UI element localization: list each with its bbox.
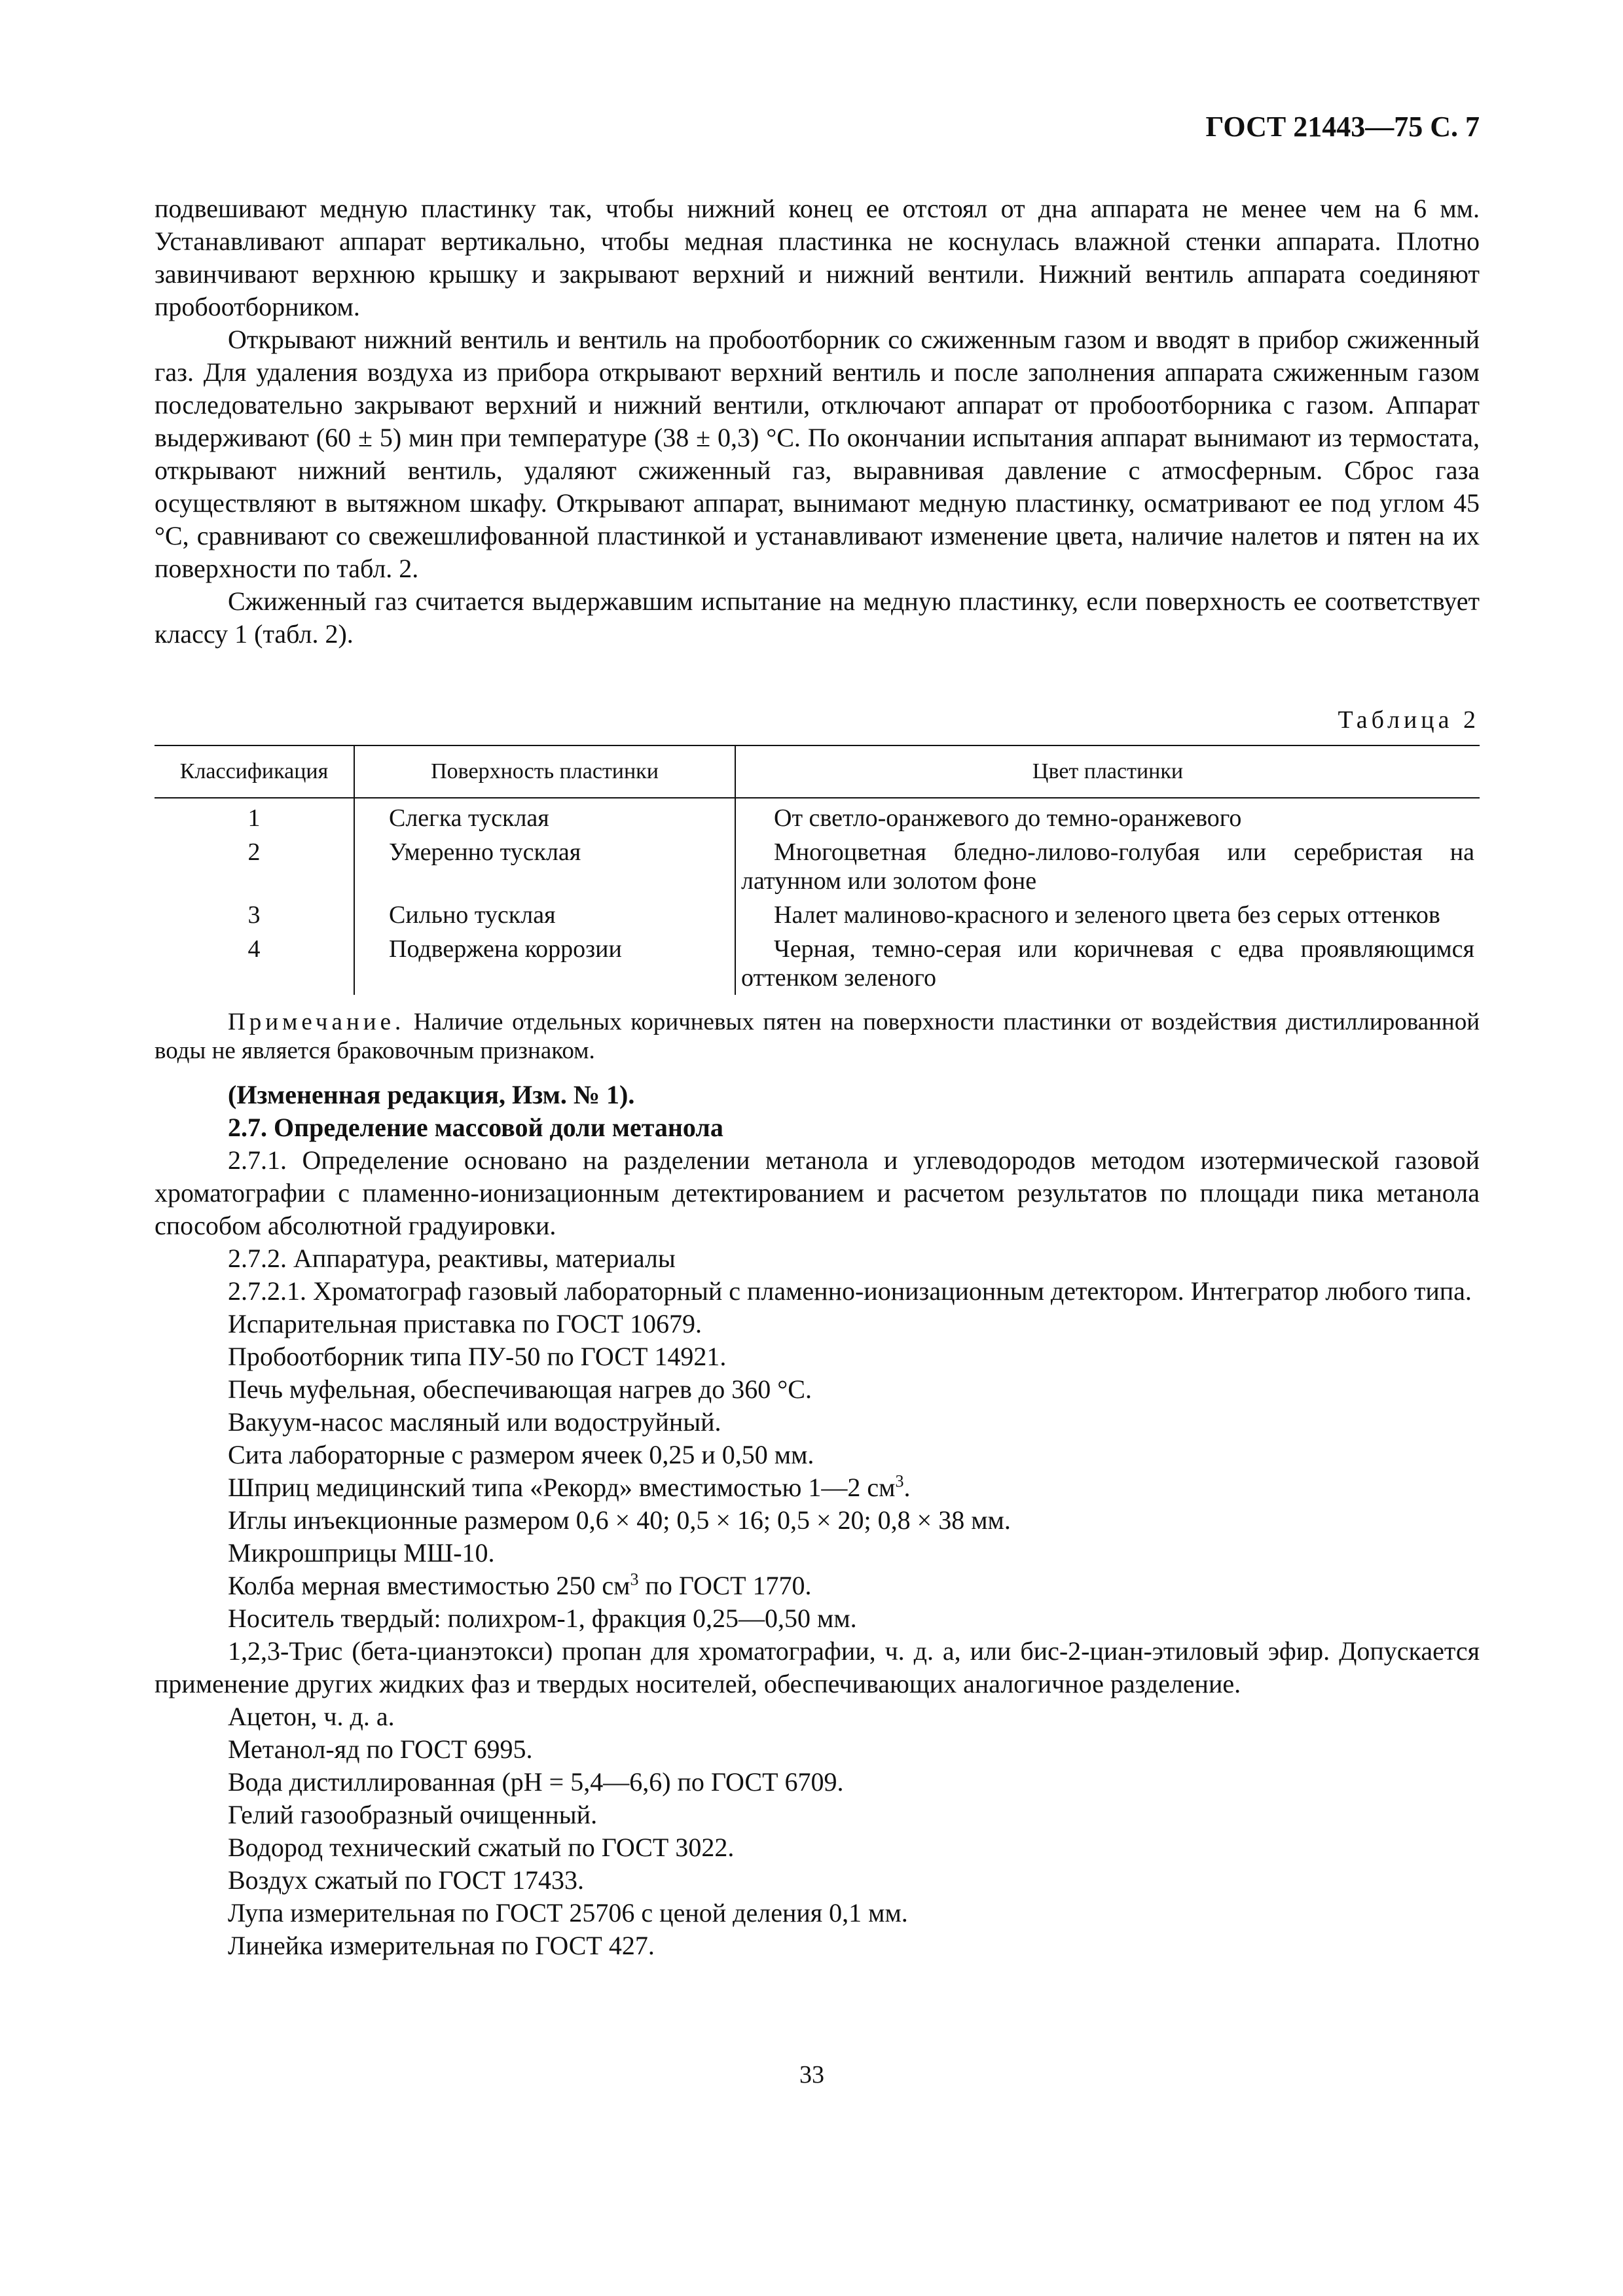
list-item: Воздух сжатый по ГОСТ 17433. — [228, 1865, 585, 1895]
list-item: Гелий газообразный очищенный. — [228, 1800, 598, 1829]
amendment-note: (Измененная редакция, Изм. № 1). — [228, 1080, 635, 1109]
table-row — [155, 835, 1480, 898]
column-header-surface: Поверхность пластинки — [354, 745, 735, 798]
paragraph: 1,2,3-Трис (бета-цианэтокси) пропан для хроматографии, ч. д. а, или бис-2-циан-этиловый эфир. Допускается применение других жидких фаз и твердых носителей, обеспечивающих аналогичное разделение. — [155, 1636, 1480, 1698]
list-item: Микрошприцы МШ-10. — [228, 1538, 495, 1568]
table-header-row — [155, 745, 1480, 798]
paragraph: Сжиженный газ считается выдержавшим испытание на медную пластинку, если поверхность ее соответствует классу 1 (табл. 2). — [155, 586, 1480, 649]
intro-text — [155, 192, 1480, 651]
table-caption: Таблица 2 — [1338, 706, 1480, 734]
classification-table — [155, 745, 1480, 995]
list-item: Иглы инъекционные размером 0,6 × 40; 0,5 × 16; 0,5 × 20; 0,8 × 38 мм. — [228, 1505, 1011, 1535]
table-cell-class: 1 — [247, 804, 261, 832]
superscript: 3 — [895, 1471, 904, 1491]
flask-text: Колба мерная вместимостью 250 см — [228, 1571, 630, 1600]
flask-end: по ГОСТ 1770. — [638, 1571, 812, 1600]
table-cell-color: От светло-оранжевого до темно-оранжевого — [735, 798, 1480, 835]
list-item: Лупа измерительная по ГОСТ 25706 с ценой деления 0,1 мм. — [228, 1898, 908, 1928]
paragraph: Открывают нижний вентиль и вентиль на пробоотборник со сжиженным газом и вводят в прибор сжиженный газ. Для удаления воздуха из прибора открывают верхний вентиль и после заполнения аппарата сжиженным газом последовательно закрывают верхний и нижний вентили, отключают аппарат от пробоотборника с газом. Аппарат выдерживают (60 ± 5) мин при температуре (38 ± 0,3) °С. По окончании испытания аппарат вынимают из термостата, открывают нижний вентиль, удаляют сжиженный газ, выравнивая давление с атмосферным. Сброс газа осуществляют в вытяжном шкафу. Открывают аппарат, вынимают медную пластинку, осматривают ее под углом 45 °С, сравнивают со свежешлифованной пластинкой и устанавливают изменение цвета, наличие налетов и пятен на их поверхности по табл. 2. — [155, 325, 1480, 583]
column-header-color: Цвет пластинки — [735, 745, 1480, 798]
table-note — [155, 1008, 1480, 1066]
table-cell-class: 4 — [247, 935, 261, 963]
paragraph: подвешивают медную пластинку так, чтобы нижний конец ее отстоял от дна аппарата не менее чем на 6 мм. Устанавливают аппарат вертикально, чтобы медная пластинка не коснулась влажной стенки аппарата. Плотно завинчивают верхнюю крышку и закрывают верхний и нижний вентили. Нижний вентиль аппарата соединяют пробоотборником. — [155, 194, 1480, 321]
paragraph: 2.7.2.1. Хроматограф газовый лабораторный с пламенно-ионизационным детектором. Интегратор любого типа. — [228, 1276, 1472, 1306]
column-header-classification: Классификация — [155, 745, 354, 798]
table-row — [155, 932, 1480, 995]
section-title: 2.7. Определение массовой доли метанола — [228, 1113, 723, 1142]
table-cell-surface: Умеренно тусклая — [354, 835, 735, 898]
table-cell-surface: Слегка тусклая — [354, 798, 735, 835]
list-item: Носитель твердый: полихром-1, фракция 0,25—0,50 мм. — [228, 1604, 857, 1633]
note-label: Примечание. — [228, 1009, 405, 1035]
table-cell-color: Налет малиново-красного и зеленого цвета без серых оттенков — [735, 898, 1480, 932]
list-item: Печь муфельная, обеспечивающая нагрев до 360 °С. — [228, 1374, 812, 1404]
list-item: Ацетон, ч. д. а. — [228, 1702, 395, 1731]
list-item: Сита лабораторные с размером ячеек 0,25 и 0,50 мм. — [228, 1440, 814, 1469]
list-item: Пробоотборник типа ПУ-50 по ГОСТ 14921. — [228, 1342, 727, 1371]
list-item: Вакуум-насос масляный или водоструйный. — [228, 1407, 721, 1437]
table-cell-surface: Подвержена коррозии — [354, 932, 735, 995]
syringe-end: . — [903, 1473, 911, 1502]
table-row — [155, 798, 1480, 835]
superscript: 3 — [630, 1570, 639, 1589]
list-item — [155, 1471, 1480, 1504]
paragraph: 2.7.2. Аппаратура, реактивы, материалы — [228, 1244, 676, 1273]
list-item: Метанол-яд по ГОСТ 6995. — [228, 1734, 533, 1764]
table-cell-class: 2 — [247, 838, 261, 866]
table-cell-class: 3 — [247, 901, 261, 929]
page-number: 33 — [799, 2061, 824, 2089]
note-text: Наличие отдельных коричневых пятен на поверхности пластинки от воздействия дистиллированной воды не является браковочным признаком. — [155, 1009, 1480, 1064]
section-2-7 — [155, 1079, 1480, 1962]
list-item — [155, 1570, 1480, 1602]
table-row — [155, 898, 1480, 932]
table-cell-color: Многоцветная бледно-лилово-голубая или серебристая на латунном или золотом фоне — [735, 835, 1480, 898]
list-item: Линейка измерительная по ГОСТ 427. — [228, 1931, 655, 1960]
list-item: Вода дистиллированная (рН = 5,4—6,6) по ГОСТ 6709. — [228, 1767, 844, 1797]
table-cell-surface: Сильно тусклая — [354, 898, 735, 932]
list-item: Испарительная приставка по ГОСТ 10679. — [228, 1309, 702, 1338]
page-header: ГОСТ 21443—75 С. 7 — [1205, 111, 1480, 143]
syringe-text: Шприц медицинский типа «Рекорд» вместимостью 1—2 см — [228, 1473, 896, 1502]
table-cell-color: Черная, темно-серая или коричневая с едва проявляющимся оттенком зеленого — [735, 932, 1480, 995]
paragraph: 2.7.1. Определение основано на разделении метанола и углеводородов методом изотермической газовой хроматографии с пламенно-ионизационным детектированием и расчетом результатов по площади пика метанола способом абсолютной градуировки. — [155, 1145, 1480, 1240]
list-item: Водород технический сжатый по ГОСТ 3022. — [228, 1833, 735, 1862]
